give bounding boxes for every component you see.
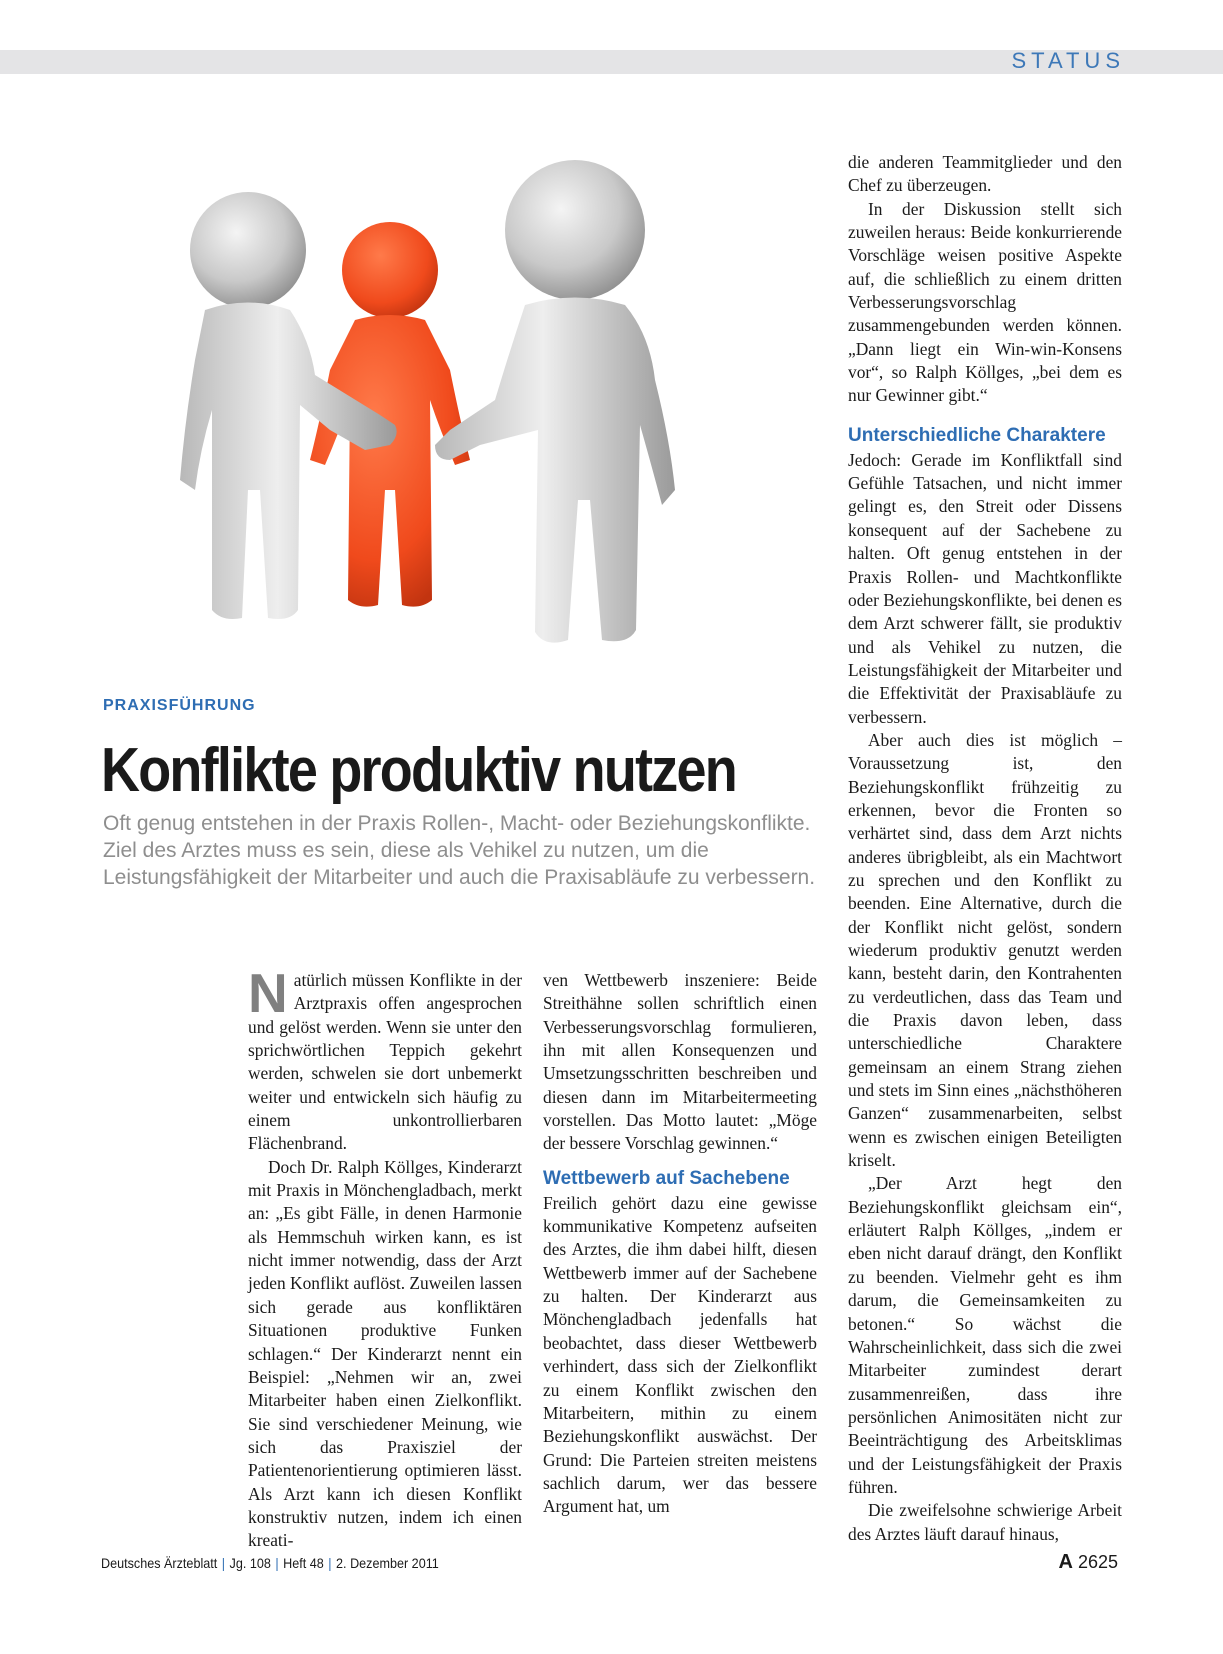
article-column-3 [848,151,1122,1546]
issue-date: 2. Dezember 2011 [336,1555,439,1571]
paragraph: Freilich gehört dazu eine gewisse kommunikative Kompetenz aufseiten des Arztes, die ihm dabei hilft, diesen Wettbewerb immer auf der Sachebene zu halten. Der Kinderarzt aus Mönchengladbach jedenfalls hat beobachtet, dass dieser Wettbewerb verhindert, dass sich der Zielkonflikt zu einem Konflikt zwischen den Mitarbeitern, mithin zu einem Beziehungskonflikt auswächst. Der Grund: Die Parteien streiten meistens sachlich darum, wer das bessere Argument hat, um [543,1192,817,1517]
paragraph: Die zweifelsohne schwierige Arbeit des Arztes läuft darauf hinaus, [848,1500,1122,1544]
page-number [1058,1551,1118,1574]
article-title: Konflikte produktiv nutzen [101,736,736,805]
page-number-value: 2625 [1077,1552,1118,1572]
dropcap: N [248,962,288,1024]
paragraph [248,962,522,1156]
paragraph: die anderen Teammitglieder und den Chef zu überzeugen. [848,152,1122,196]
subheading: Wettbewerb auf Sachebene [543,1167,790,1189]
three-figures-icon [150,160,750,720]
section-label: STATUS [1011,48,1125,73]
paragraph: ven Wettbewerb inszeniere: Beide Streithähne sollen schriftlich einen Verbesserungsvorschlag formulieren, ihn mit allen Konsequenzen und Umsetzungsschritten beschreiben und diesen dann im Mitarbeitermeeting vorstellen. Das Motto lautet: „Möge der bessere Vorschlag gewinnen.“ [543,970,817,1154]
paragraph: Jedoch: Gerade im Konfliktfall sind Gefühle Tatsachen, und nicht immer gelingt es, den Streit oder Dissens konsequent auf der Sachebene zu halten. Oft genug entstehen in der Praxis Rollen- und Machtkonflikte oder Beziehungskonflikte, bei denen es dem Arzt schwerer fällt, sie produktiv und als Vehikel zu nutzen, die Leistungsfähigkeit der Mitarbeiter und die Effektivität der Praxisabläufe zu verbessern. [848,449,1122,727]
paragraph-text: atürlich müssen Konflikte in der Arztpraxis offen angesprochen und gelöst werden. Wenn sie unter den sprichwörtlichen Teppich gekehrt werden, schwelen sie dort unbemerkt weiter und entwickeln sich häufig zu einem unkontrollierbaren Flächenbrand. [248,970,522,1154]
article-column-2 [543,969,817,1519]
paragraph: Doch Dr. Ralph Köllges, Kinderarzt mit Praxis in Mönchengladbach, merkt an: „Es gibt Fälle, in denen Harmonie als Hemmschuh wirken kann, es ist nicht immer notwendig, dass der Arzt jeden Konflikt auflöst. Zuweilen lassen sich gerade aus konfliktären Situationen produktive Funken schlagen.“ Der Kinderarzt nennt ein Beispiel: „Nehmen wir an, zwei Mitarbeiter haben einen Zielkonflikt. Sie sind verschiedener Meinung, wie sich das Praxisziel der Patientenorientierung optimieren lässt. Als Arzt kann ich diesen Konflikt konstruktiv nutzen, indem ich einen kreati- [248,1156,522,1551]
separator: | [275,1555,279,1571]
article-lead: Oft genug entstehen in der Praxis Rollen-, Macht- oder Beziehungskonflikte. Ziel des Arztes muss es sein, diese als Vehikel zu nutzen, um die Leistungsfähigkeit der Mitarbeiter und auch die Praxisabläufe zu verbessern. [103,812,816,889]
volume: Jg. 108 [229,1555,271,1571]
issue: Heft 48 [283,1555,324,1571]
separator: | [328,1555,332,1571]
page-prefix: A [1058,1551,1073,1573]
subheading: Unterschiedliche Charaktere [848,424,1106,446]
paragraph: Aber auch dies ist möglich – Voraussetzung ist, den Beziehungskonflikt frühzeitig zu erkennen, bevor die Fronten so verhärtet sind, dass dem Arzt nichts anderes übrigbleibt, als ein Machtwort zu sprechen und den Konflikt zu beenden. Eine Alternative, durch die der Konflikt nicht gelöst, sondern wiederum produktiv genutzt werden kann, besteht darin, den Kontrahenten zu verdeutlichen, dass das Team und die Praxis davon leben, dass unterschiedliche Charaktere gemeinsam an einem Strang ziehen und stets im Sinn eines „nächsthöheren Ganzen“ zusammenarbeiten, selbst wenn es zwischen einigen Beteiligten kriselt. [848,729,1122,1171]
paragraph: „Der Arzt hegt den Beziehungskonflikt gleichsam ein“, erläutert Ralph Köllges, „indem er eben nicht darauf drängt, den Konflikt zu beenden. Vielmehr geht es ihm darum, die Gemeinsamkeiten zu betonen.“ So wächst die Wahrscheinlichkeit, dass sich die zwei Mitarbeiter zumindest derart zusammenreißen, dass ihre persönlichen Animositäten nicht zur Beeinträchtigung des Arbeitsklimas und der Leistungsfähigkeit der Praxis führen. [848,1173,1122,1497]
paragraph: In der Diskussion stellt sich zuweilen heraus: Beide konkurrierende Vorschläge weisen positive Aspekte auf, die schließlich zu einem dritten Verbesserungsvorschlag zusammengebunden werden können. „Dann liegt ein Win-win-Konsens vor“, so Ralph Köllges, „bei dem es nur Gewinner gibt.“ [848,198,1122,406]
article-kicker: PRAXISFÜHRUNG [103,697,256,714]
article-column-1 [248,962,522,1553]
page-footer [101,1555,439,1571]
separator: | [221,1555,226,1571]
journal-name: Deutsches Ärzteblatt [101,1555,218,1571]
